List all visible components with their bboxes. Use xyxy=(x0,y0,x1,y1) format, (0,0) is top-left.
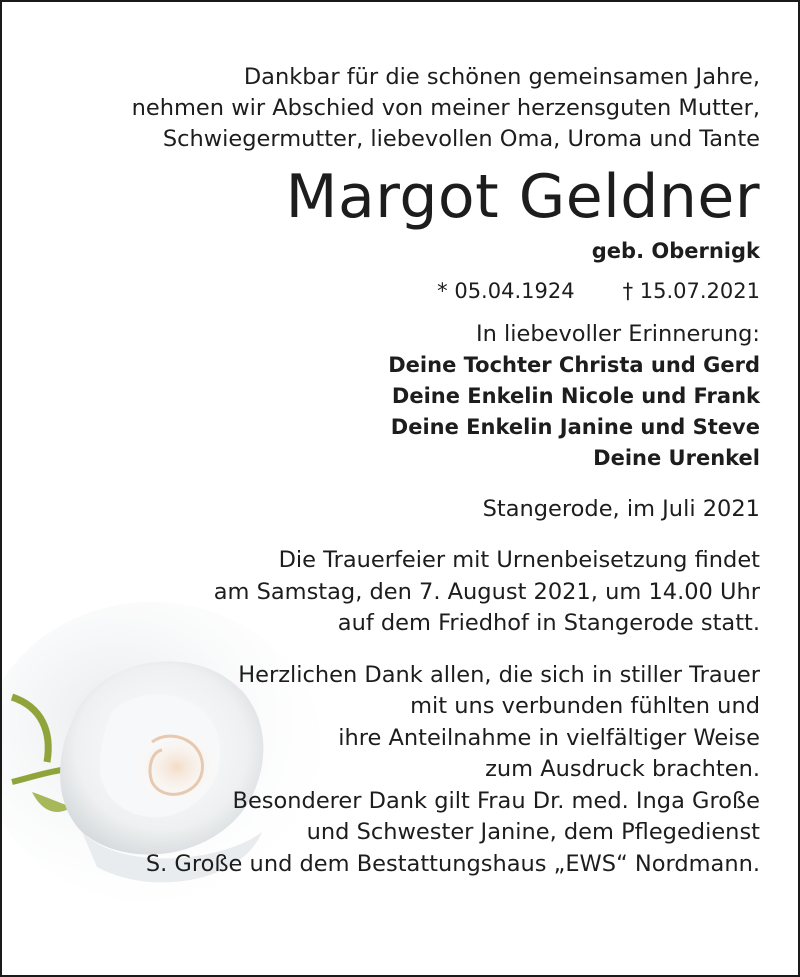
funeral-line: am Samstag, den 7. August 2021, um 14.00 Uhr xyxy=(213,578,760,605)
intro-line: nehmen wir Abschied von meiner herzensguten Mutter, xyxy=(131,95,760,121)
thanks-line: ihre Anteilnahme in vielfältiger Weise xyxy=(338,724,760,751)
mourner-line: Deine Urenkel xyxy=(593,446,760,470)
funeral-line: auf dem Friedhof in Stangerode statt. xyxy=(337,610,760,636)
intro-text xyxy=(60,62,760,155)
memory-heading: In liebevoller Erinnerung: xyxy=(475,321,760,347)
intro-line: Schwiegermutter, liebevollen Oma, Uroma und Tante xyxy=(162,126,760,152)
thanks-text xyxy=(60,660,760,881)
life-dates xyxy=(60,277,760,305)
intro-line: Dankbar für die schönen gemeinsamen Jahre, xyxy=(243,64,760,90)
thanks-line: und Schwester Janine, dem Pflegedienst xyxy=(306,819,760,845)
birth-name: geb. Obernigk xyxy=(591,239,760,263)
mourner-line: Deine Enkelin Nicole und Frank xyxy=(391,384,760,408)
deceased-name: Margot Geldner xyxy=(285,162,760,232)
funeral-line: Die Trauerfeier mit Urnenbeisetzung findet xyxy=(278,547,760,573)
death-date: † 15.07.2021 xyxy=(622,279,760,303)
notice-text-column xyxy=(60,62,760,880)
thanks-line: Besonderer Dank gilt Frau Dr. med. Inga Große xyxy=(232,787,760,814)
thanks-line: zum Ausdruck brachten. xyxy=(485,756,760,782)
thanks-line: S. Große und dem Bestattungshaus „EWS“ Nordmann. xyxy=(145,850,760,877)
mourner-line: Deine Tochter Christa und Gerd xyxy=(388,353,760,377)
funeral-info xyxy=(60,545,760,640)
mourner-line: Deine Enkelin Janine und Steve xyxy=(390,415,760,439)
place-date: Stangerode, im Juli 2021 xyxy=(482,496,760,522)
birth-date: * 05.04.1924 xyxy=(437,279,575,303)
thanks-line: Herzlichen Dank allen, die sich in stiller Trauer xyxy=(238,661,760,688)
thanks-line: mit uns verbunden fühlten und xyxy=(410,693,760,719)
